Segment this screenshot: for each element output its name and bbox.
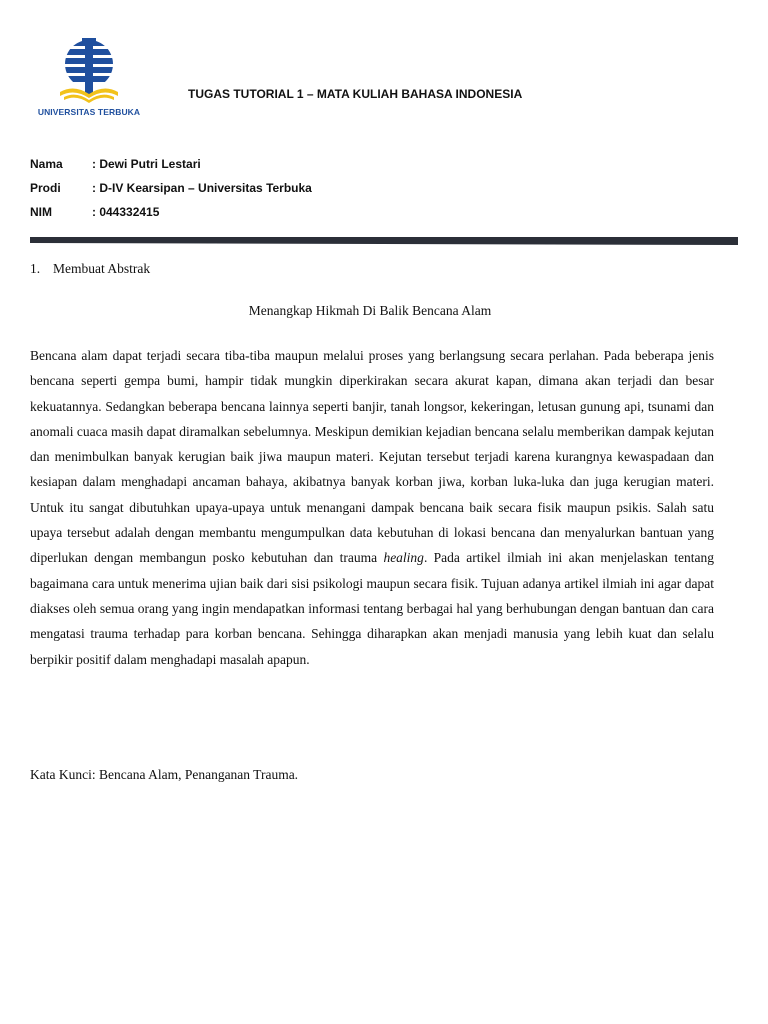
header-divider bbox=[30, 237, 738, 245]
document-title: TUGAS TUTORIAL 1 – MATA KULIAH BAHASA INDONESIA bbox=[188, 87, 523, 101]
info-value: : 044332415 bbox=[92, 205, 160, 219]
university-logo bbox=[34, 36, 144, 122]
abstract-text-part1: Bencana alam dapat terjadi secara tiba-tiba maupun melalui proses yang berlangsung secara perlahan. Pada beberapa jenis bencana seperti gempa bumi, hampir tidak mungkin diperkirakan secara akurat kapan, dimana akan terjadi dan besar kekuatannya. Sedangkan beberapa bencana lainnya seperti banjir, tanah longsor, kekeringan, letusan gunung api, tsunami dan anomali cuaca masih dapat diramalkan sebelumnya. Meskipun demikian kejadian bencana selalu memberikan dampak kejutan dan menimbulkan banyak kerugian baik jiwa maupun materi. Kejutan tersebut terjadi karena kurangnya kewaspadaan dan kesiapan dalam menghadapi ancaman bahaya, akibatnya banyak korban jiwa, korban luka-luka dan juga kerugian materi. Untuk itu sangat dibutuhkan upaya-upaya untuk menangani dampak bencana baik secara fisik maupun psikis. Salah satu upaya tersebut adalah dengan membantu mengumpulkan data kebutuhan di lokasi bencana dan menyalurkan bantuan yang diperlukan dengan membangun posko kebutuhan dan trauma bbox=[30, 348, 714, 566]
abstract-text-italic: healing bbox=[383, 550, 424, 566]
info-label: Nama bbox=[30, 157, 63, 171]
info-value: : Dewi Putri Lestari bbox=[92, 157, 201, 171]
info-label: NIM bbox=[30, 205, 52, 219]
abstract-body bbox=[30, 343, 714, 672]
abstract-text-part2: . Pada artikel ilmiah ini akan menjelaskan tentang bagaimana cara untuk menerima ujian baik dari sisi psikologi maupun secara fisik. Tujuan adanya artikel ilmiah ini agar dapat diakses oleh semua orang yang ingin mendapatkan informasi tentang berbagai hal yang berhubungan dengan bantuan dan cara mengatasi trauma terhadap para korban bencana. Sehingga diharapkan akan menjadi manusia yang lebih kuat dan selalu berpikir positif dalam menghadapi masalah apapun. bbox=[30, 550, 714, 667]
logo-text: UNIVERSITAS TERBUKA bbox=[37, 107, 141, 117]
section-heading-text: Membuat Abstrak bbox=[53, 261, 151, 276]
university-emblem-icon bbox=[34, 36, 144, 108]
abstract-title: Menangkap Hikmah Di Balik Bencana Alam bbox=[248, 303, 492, 318]
info-row-student-id bbox=[30, 205, 159, 219]
info-row-name bbox=[30, 157, 201, 171]
keywords: Kata Kunci: Bencana Alam, Penanganan Trauma. bbox=[30, 767, 299, 782]
info-row-study-program bbox=[30, 181, 312, 195]
info-value: : D-IV Kearsipan – Universitas Terbuka bbox=[92, 181, 312, 195]
section-number: 1. bbox=[30, 261, 41, 276]
info-label: Prodi bbox=[30, 181, 61, 195]
section-heading bbox=[30, 261, 150, 277]
